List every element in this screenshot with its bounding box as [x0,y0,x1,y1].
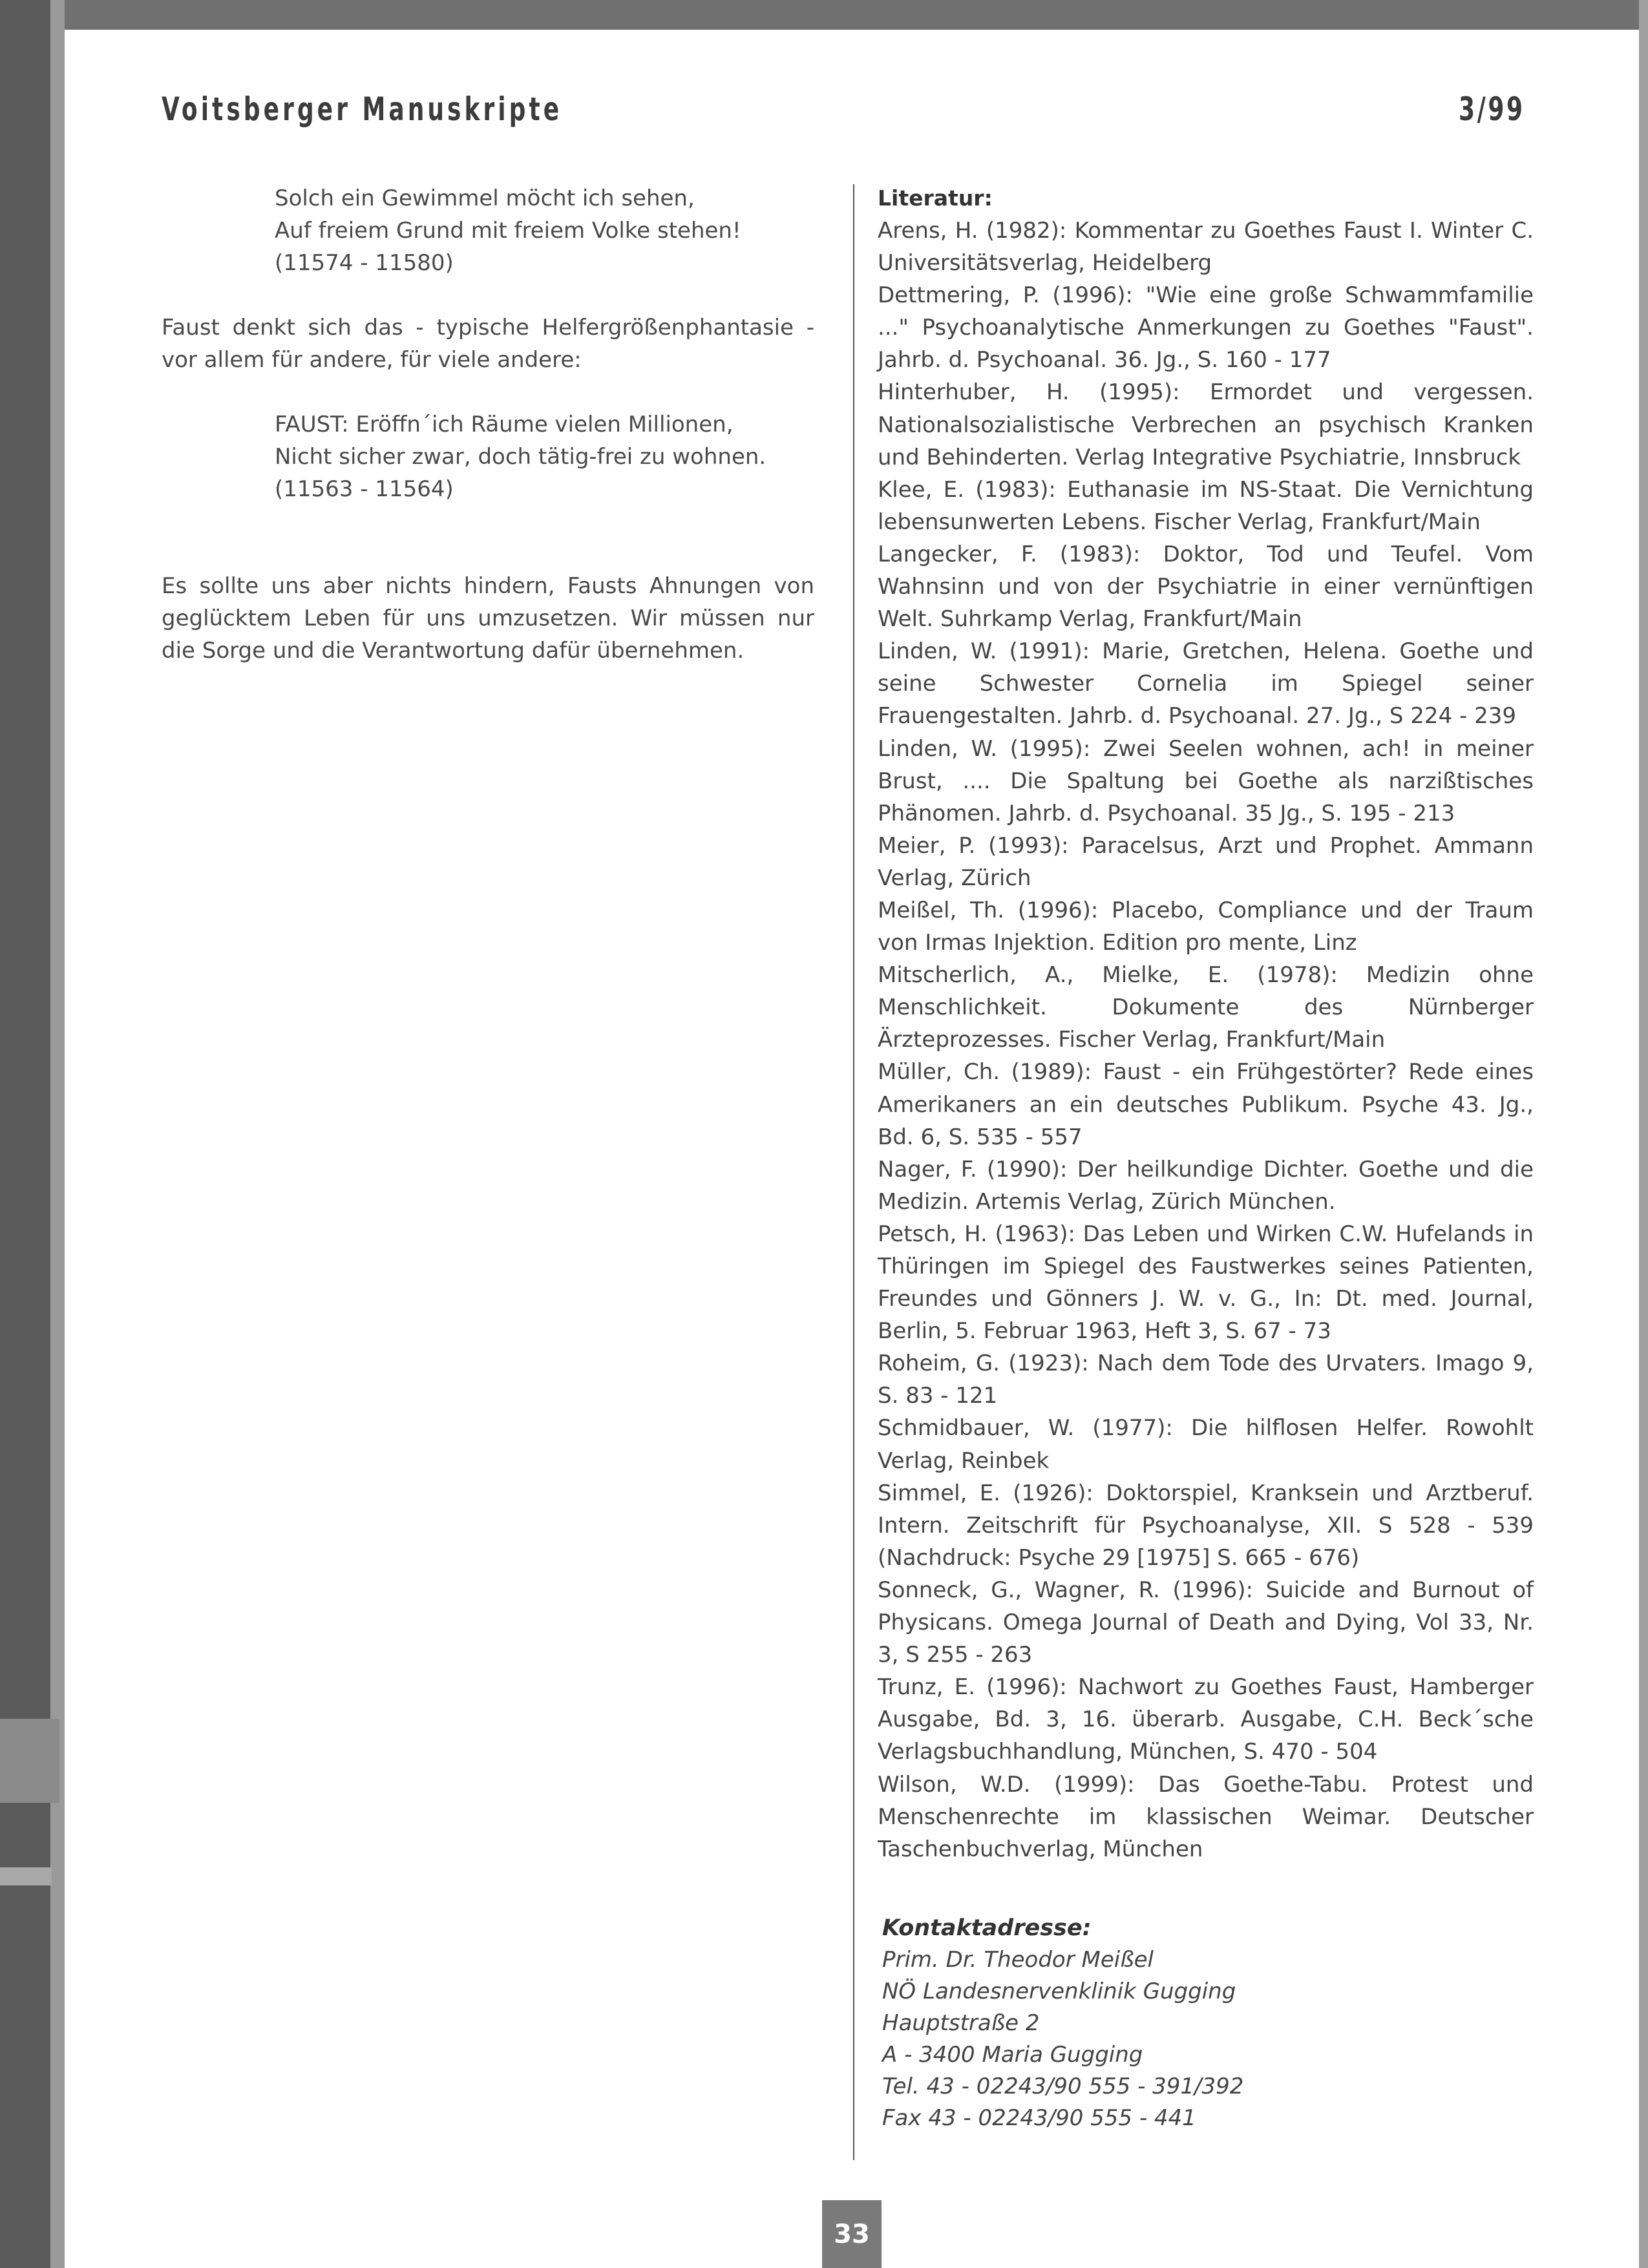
scan-edge-right [1639,0,1648,2268]
body-paragraph-1: Faust denkt sich das - typische Helfergrößenphantasie - vor allem für andere, für viele andere: [162,315,814,373]
reference-entry: Schmidbauer, W. (1977): Die hilflosen Helfer. Rowohlt Verlag, Reinbek [878,1415,1534,1474]
contact-line: Prim. Dr. Theodor Meißel [882,1947,1154,1973]
reference-entry: Wilson, W.D. (1999): Das Goethe-Tabu. Protest und Menschenrechte im klassischen Weimar. Deutscher Taschenbuchverlag, München [878,1771,1534,1862]
verse-quote-1 [275,182,814,279]
reference-entry: Trunz, E. (1996): Nachwort zu Goethes Faust, Hamberger Ausgabe, Bd. 3, 16. überarb. Ausgabe, C.H. Beck´sche Verlagsbuchhandlung, München, S. 470 - 504 [878,1674,1534,1765]
body-paragraph-2: Es sollte uns aber nichts hindern, Fausts Ahnungen von geglücktem Leben für uns umzusetzen. Wir müssen nur die Sorge und die Verantwortung dafür übernehmen. [162,573,814,664]
journal-title: Voitsberger Manuskripte [162,90,563,128]
scan-edge-top [0,0,1648,30]
contact-line: NÖ Landesnervenklinik Gugging [882,1979,1236,2004]
literature-column [878,182,1534,1865]
verse-reference: (11563 - 11564) [275,476,454,502]
reference-entry: Roheim, G. (1923): Nach dem Tode des Urvaters. Imago 9, S. 83 - 121 [878,1350,1534,1409]
reference-entry: Nager, F. (1990): Der heilkundige Dichter. Goethe und die Medizin. Artemis Verlag, Zürich München. [878,1156,1534,1215]
issue-number: 3/99 [1459,90,1525,128]
reference-entry: Meißel, Th. (1996): Placebo, Compliance und der Traum von Irmas Injektion. Edition pro mente, Linz [878,897,1534,956]
column-divider [853,184,854,2160]
verse-line: Nicht sicher zwar, doch tätig-frei zu wohnen. [275,444,766,470]
reference-entry: Mitscherlich, A., Mielke, E. (1978): Medizin ohne Menschlichkeit. Dokumente des Nürnberger Ärzteprozesses. Fischer Verlag, Frankfurt/Main [878,962,1534,1053]
reference-entry: Linden, W. (1995): Zwei Seelen wohnen, ach! in meiner Brust, .... Die Spaltung bei Goethe als narzißtisches Phänomen. Jahrb. d. Psychoanal. 35 Jg., S. 195 - 213 [878,735,1534,826]
reference-entry: Meier, P. (1993): Paracelsus, Arzt und Prophet. Ammann Verlag, Zürich [878,832,1534,891]
reference-entry: Dettmering, P. (1996): "Wie eine große Schwammfamilie ..." Psychoanalytische Anmerkungen zu Goethes "Faust". Jahrb. d. Psychoanal. 36. Jg., S. 160 - 177 [878,282,1534,373]
verse-quote-2 [275,408,814,505]
verse-line: Solch ein Gewimmel möcht ich sehen, [275,185,695,211]
scan-edge-notch [0,1867,52,1885]
scan-binding-strip [50,0,65,2268]
literature-heading: Literatur: [878,185,993,211]
verse-reference: (11574 - 11580) [275,250,454,276]
page-number-box [822,2200,882,2268]
reference-entry: Langecker, F. (1983): Doktor, Tod und Teufel. Vom Wahnsinn und von der Psychiatrie in einer vernünftigen Welt. Suhrkamp Verlag, Frankfurt/Main [878,541,1534,633]
contact-line: Hauptstraße 2 [882,2010,1040,2036]
reference-list [878,215,1534,1865]
page-number: 33 [834,2219,870,2249]
scan-edge-band [0,1719,59,1803]
left-column [162,182,814,667]
reference-entry: Hinterhuber, H. (1995): Ermordet und vergessen. Nationalsozialistische Verbrechen an psychisch Kranken und Behinderten. Verlag Integrative Psychiatrie, Innsbruck [878,379,1534,470]
reference-entry: Sonneck, G., Wagner, R. (1996): Suicide and Burnout of Physicans. Omega Journal of Death and Dying, Vol 33, Nr. 3, S 255 - 263 [878,1577,1534,1668]
reference-entry: Müller, Ch. (1989): Faust - ein Frühgestörter? Rede eines Amerikaners an ein deutsches Publikum. Psyche 43. Jg., Bd. 6, S. 535 - 557 [878,1059,1534,1150]
reference-entry: Petsch, H. (1963): Das Leben und Wirken C.W. Hufelands in Thüringen im Spiegel des Faustwerkes seines Patienten, Freundes und Gönners J. W. v. G., In: Dt. med. Journal, Berlin, 5. Februar 1963, Heft 3, S. 67 - 73 [878,1221,1534,1345]
reference-entry: Arens, H. (1982): Kommentar zu Goethes Faust I. Winter C. Universitätsverlag, Heidelberg [878,218,1534,277]
reference-entry: Linden, W. (1991): Marie, Gretchen, Helena. Goethe und seine Schwester Cornelia im Spiegel seiner Frauengestalten. Jahrb. d. Psychoanal. 27. Jg., S 224 - 239 [878,638,1534,730]
contact-line: A - 3400 Maria Gugging [882,2042,1143,2068]
reference-entry: Klee, E. (1983): Euthanasie im NS-Staat. Die Vernichtung lebensunwerten Lebens. Fischer Verlag, Frankfurt/Main [878,476,1534,535]
contact-line: Fax 43 - 02243/90 555 - 441 [882,2105,1196,2131]
verse-line: FAUST: Eröffn´ich Räume vielen Millionen, [275,412,734,437]
verse-line: Auf freiem Grund mit freiem Volke stehen! [275,218,741,244]
contact-block [882,1913,1528,2134]
contact-heading: Kontaktadresse: [882,1915,1092,1941]
contact-line: Tel. 43 - 02243/90 555 - 391/392 [882,2074,1244,2099]
reference-entry: Simmel, E. (1926): Doktorspiel, Kranksein und Arztberuf. Intern. Zeitschrift für Psychoanalyse, XII. S 528 - 539 (Nachdruck: Psyche 29 [1975] S. 665 - 676) [878,1480,1534,1571]
